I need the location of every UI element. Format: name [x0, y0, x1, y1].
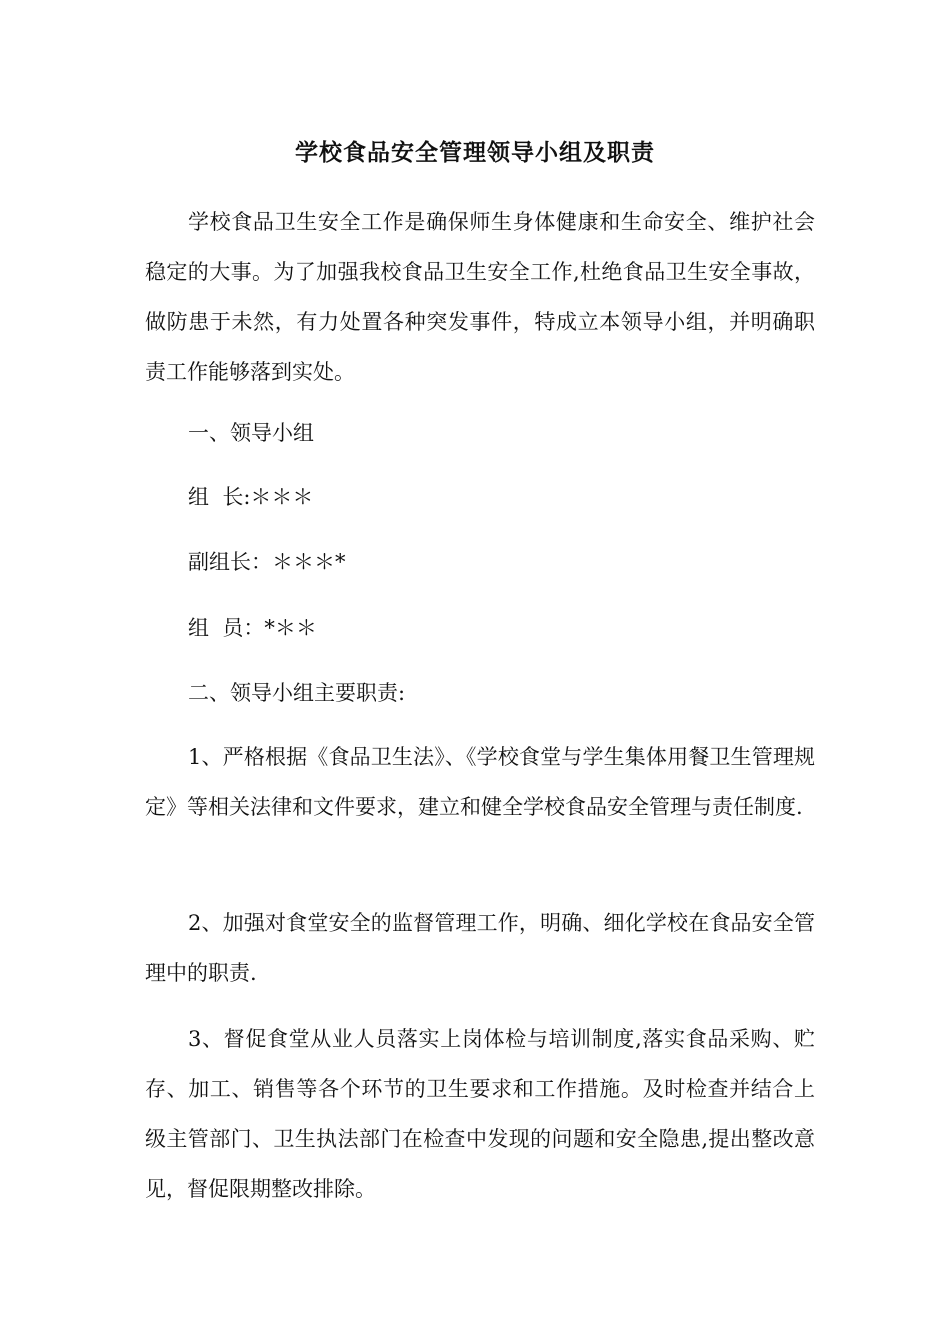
leader-line: 组 长:＊＊＊: [188, 485, 314, 509]
members-line: 组 员：*＊＊: [188, 616, 317, 640]
intro-paragraph: 学校食品卫生安全工作是确保师生身体健康和生命安全、维护社会稳定的大事。为了加强我校食品卫生安全工作,杜绝食品卫生安全事故，做防患于未然，有力处置各种突发事件，特成立本领导小组，并明确职责工作能够落到实处。: [145, 210, 815, 384]
document-title: 学校食品安全管理领导小组及职责: [295, 139, 655, 166]
duty-item-3: 3、督促食堂从业人员落实上岗体检与培训制度,落实食品采购、贮存、加工、销售等各个环节的卫生要求和工作措施。及时检查并结合上级主管部门、卫生执法部门在检查中发现的问题和安全隐患,提出整改意见，督促限期整改排除。: [145, 1027, 815, 1201]
deputy-leader-line: 副组长：＊＊＊*: [188, 550, 346, 574]
duty-item-1: 1、严格根据《食品卫生法》、《学校食堂与学生集体用餐卫生管理规定》等相关法律和文件要求，建立和健全学校食品安全管理与责任制度.: [145, 745, 815, 819]
section-one-heading: 一、领导小组: [188, 421, 314, 445]
section-two-heading: 二、领导小组主要职责:: [188, 681, 406, 705]
duty-item-2: 2、加强对食堂安全的监督管理工作，明确、细化学校在食品安全管理中的职责.: [145, 911, 815, 985]
